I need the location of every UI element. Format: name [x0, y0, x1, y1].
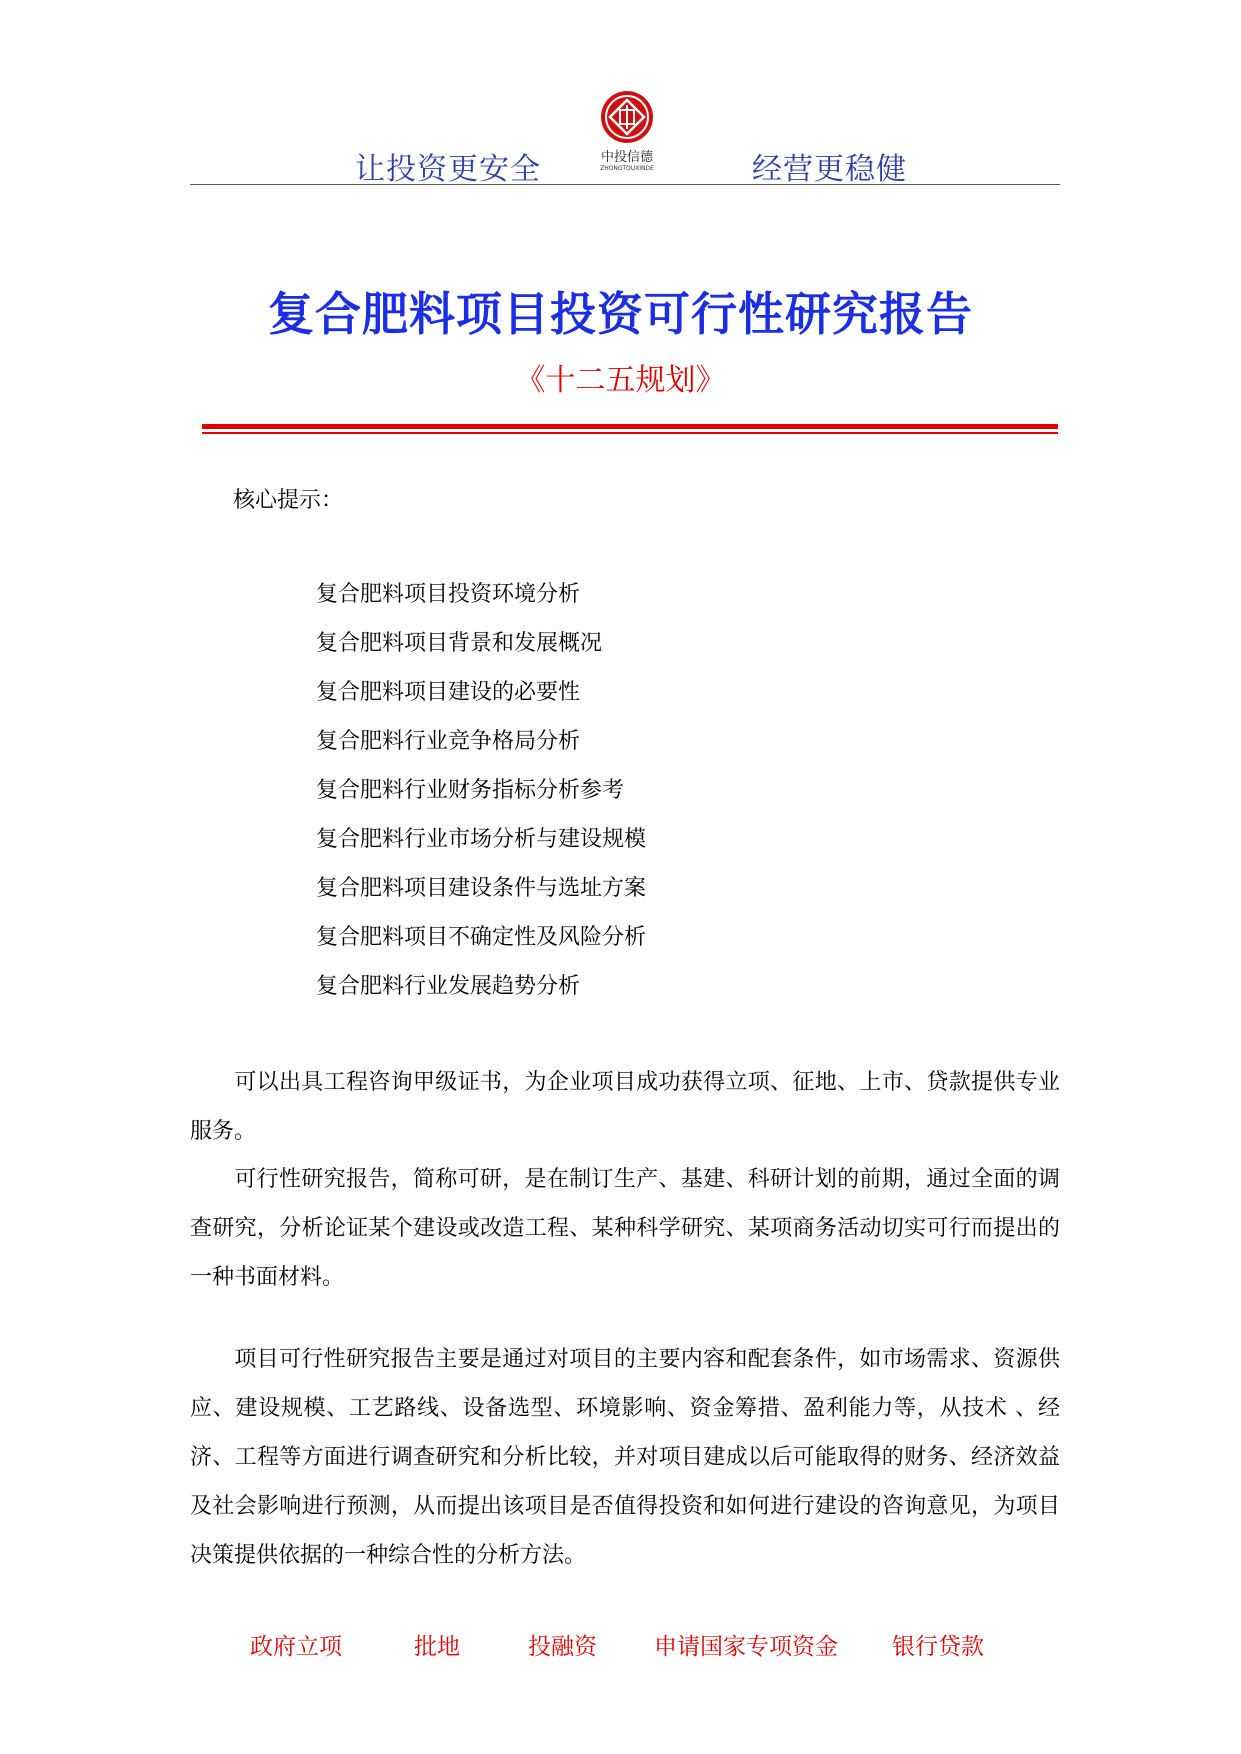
- logo-emblem-icon: [587, 88, 667, 146]
- list-item: 复合肥料行业市场分析与建设规模: [316, 827, 647, 852]
- page-header: [190, 88, 1060, 185]
- paragraph-certificate: [190, 1058, 1060, 1156]
- list-item: 复合肥料项目投资环境分析: [316, 582, 581, 607]
- list-item: 复合肥料项目背景和发展概况: [316, 631, 603, 656]
- title-divider-thick: [202, 424, 1058, 429]
- company-logo: [587, 88, 667, 180]
- list-item: 复合肥料项目建设的必要性: [316, 680, 581, 705]
- service-item: 申请国家专项资金: [654, 1634, 838, 1660]
- paragraph-text: 项目可行性研究报告主要是通过对项目的主要内容和配套条件，如市场需求、资源供应、建设规模、工艺路线、设备选型、环境影响、资金筹措、盈利能力等，从技术 、经济、工程等方面进行调查研究和分析比较，并对项目建成以后可能取得的财务、经济效益及社会影响进行预测，从而提出该项目是否值得投资和如何进行建设的咨询意见，为项目决策提供依据的一种综合性的分析方法。: [190, 1347, 1060, 1568]
- report-title: 复合肥料项目投资可行性研究报告: [268, 287, 973, 341]
- services-row: [0, 1628, 1241, 1662]
- service-item: 银行贷款: [892, 1634, 984, 1660]
- service-item: 投融资: [528, 1634, 597, 1660]
- service-item: 批地: [414, 1634, 460, 1660]
- list-item: 复合肥料项目不确定性及风险分析: [316, 925, 647, 950]
- list-item: 复合肥料行业财务指标分析参考: [316, 778, 625, 803]
- list-item: 复合肥料项目建设条件与选址方案: [316, 876, 647, 901]
- logo-english-text: ZHONGTOUXINDE: [600, 165, 654, 172]
- slogan-right: 经营更稳健: [752, 152, 907, 187]
- core-hints-list: [316, 578, 646, 1019]
- report-subtitle: 《十二五规划》: [515, 363, 726, 398]
- logo-chinese-text: 中投信德: [600, 150, 653, 165]
- service-item: 政府立项: [250, 1634, 342, 1660]
- paragraph-text: 可行性研究报告，简称可研，是在制订生产、基建、科研计划的前期，通过全面的调查研究，分析论证某个建设或改造工程、某种科学研究、某项商务活动切实可行而提出的一种书面材料。: [190, 1167, 1060, 1290]
- paragraph-definition: [190, 1155, 1060, 1302]
- list-item: 复合肥料行业竞争格局分析: [316, 729, 581, 754]
- core-hints-label: 核心提示：: [233, 488, 344, 513]
- title-divider-thin: [202, 432, 1058, 434]
- list-item: 复合肥料行业发展趋势分析: [316, 974, 581, 999]
- paragraph-purpose: [190, 1335, 1060, 1580]
- paragraph-text: 可以出具工程咨询甲级证书，为企业项目成功获得立项、征地、上市、贷款提供专业服务。: [190, 1070, 1060, 1144]
- slogan-left: 让投资更安全: [355, 152, 541, 187]
